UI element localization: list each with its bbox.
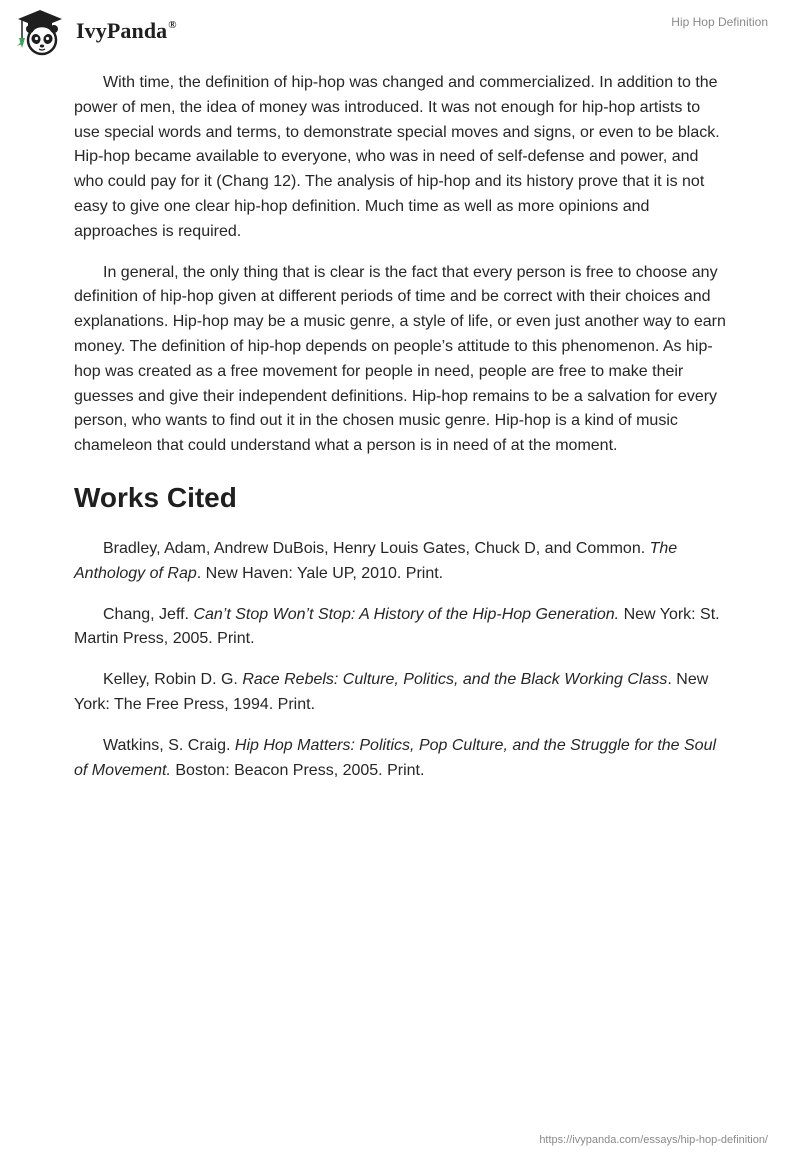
citation-title: Can’t Stop Won’t Stop: A History of the Hip-Hop Generation. — [193, 605, 620, 623]
registered-mark: ® — [168, 18, 177, 31]
citation-title: The Anthology of Rap — [74, 539, 678, 582]
citation-title: Race Rebels: Culture, Politics, and the Black Working Class — [242, 671, 668, 689]
citation-authors: Watkins, S. Craig. — [103, 736, 235, 754]
body-paragraph: In general, the only thing that is clear is the fact that every person is free to choose any definition of hip-hop given at different periods of time and be correct with their choices and explanations. Hip-hop may be a music genre, a style of life, or even just another way to earn money. The definition of hip-hop depends on people’s attitude to this phenomenon. As hip-hop was created as a free movement for people in need, people are free to make their guesses and give their independent definitions. Hip-hop remains to be a salvation for every person, who wants to find out it in the chosen music genre. Hip-hop is a kind of music chameleon that could understand what a person is in need of at the moment. — [74, 263, 726, 455]
citation-entry — [74, 668, 726, 718]
citation-publication: . New York: The Free Press, 1994. Print. — [74, 671, 709, 713]
source-url-link[interactable]: https://ivypanda.com/essays/hip-hop-definition/ — [539, 1134, 768, 1146]
logo-wordmark — [76, 18, 177, 44]
citation-authors: Chang, Jeff. — [103, 605, 194, 623]
citation-publication: . New Haven: Yale UP, 2010. Print. — [196, 564, 444, 582]
citation-title: Hip Hop Matters: Politics, Pop Culture, and the Struggle for the Soul of Movement. — [74, 736, 717, 779]
citation-publication: Boston: Beacon Press, 2005. Print. — [170, 761, 425, 779]
essay-content — [74, 71, 726, 799]
citation-authors: Kelley, Robin D. G. — [103, 671, 243, 689]
citation-entry — [74, 734, 726, 784]
citation-entry — [74, 603, 726, 653]
page-title: Hip Hop Definition — [671, 15, 768, 29]
body-paragraph: With time, the definition of hip-hop was changed and commercialized. In addition to the power of men, the idea of money was introduced. It was not enough for hip-hop artists to use special words and terms, to demonstrate special moves and signs, or even to be black. Hip-hop became available to everyone, who was in need of self-defense and power, and who could pay for it (Chang 12). The analysis of hip-hop and its history prove that it is not easy to give one clear hip-hop definition. Much time as well as more opinions and approaches is required. — [74, 74, 720, 240]
works-cited-heading: Works Cited — [74, 481, 237, 513]
citation-publication: New York: St. Martin Press, 2005. Print. — [74, 605, 720, 648]
ivypanda-logo[interactable] — [14, 8, 177, 56]
page-header — [0, 0, 800, 64]
citation-authors: Bradley, Adam, Andrew DuBois, Henry Louis Gates, Chuck D, and Common. — [103, 539, 650, 557]
logo-text: IvyPanda — [76, 18, 168, 43]
citation-entry — [74, 537, 726, 587]
panda-graduate-icon — [14, 8, 66, 56]
